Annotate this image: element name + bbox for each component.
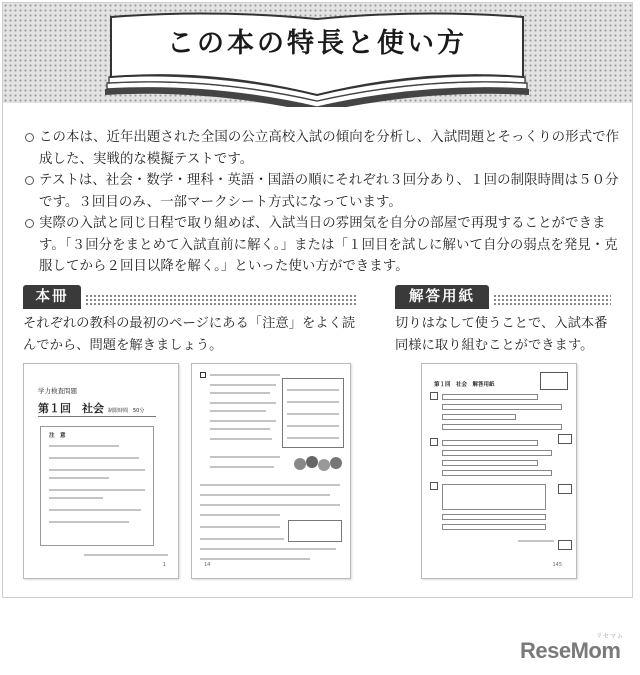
- text-line: [210, 420, 276, 422]
- text-line: [210, 466, 274, 468]
- text-line: [210, 428, 270, 430]
- answer-row: [442, 424, 562, 430]
- honsatsu-label: 本冊: [23, 285, 81, 309]
- text-line: [200, 514, 280, 516]
- answer-row: [442, 404, 562, 410]
- intro-list: [25, 127, 621, 278]
- text-line: [200, 526, 280, 528]
- kaito-description: 切りはなして使うことで、入試本番同様に取り組むことができます。: [395, 316, 608, 353]
- table-figure: [282, 378, 344, 448]
- kaito-label: 解答用紙: [395, 285, 489, 309]
- dotted-rule: [85, 294, 357, 307]
- text-line: [210, 374, 280, 376]
- text-line: [200, 494, 330, 496]
- text-line: [200, 558, 310, 560]
- book-page-2-thumbnail: [191, 363, 351, 579]
- answer-row: [442, 460, 538, 466]
- page-header: 学力検査問題: [38, 387, 77, 395]
- page-number: 1: [162, 562, 166, 568]
- text-line: [49, 497, 103, 499]
- answer-row: [442, 514, 546, 520]
- answer-row: [442, 524, 546, 530]
- answer-row: [442, 440, 538, 446]
- page-title: この本の特長と使い方: [167, 28, 467, 59]
- question-number-box: [430, 438, 438, 446]
- illustration: [292, 452, 344, 476]
- page-number: 145: [552, 562, 562, 568]
- text-line: [200, 504, 340, 506]
- rule: [38, 416, 156, 417]
- intro-item: 実際の入試と同じ日程で取り組めば、入試当日の雰囲気を自分の部屋で再現することができます。「３回分をまとめて入試直前に解く。」または「１回目を試しに解いて自分の弱点を発見・克服してから２回目以降を解く。」といった使い方ができます。: [25, 213, 621, 278]
- score-box: [558, 484, 572, 494]
- dotted-rule: [493, 294, 611, 307]
- text-line: [49, 509, 141, 511]
- answer-row: [442, 470, 552, 476]
- notes-label: 注 意: [49, 433, 66, 439]
- notes-box: [40, 426, 154, 546]
- text-line: [210, 384, 276, 386]
- text-line: [210, 402, 276, 404]
- circle-bullet-icon: [25, 219, 34, 228]
- answer-sheet-title: 第１回 社会 解答用紙: [434, 382, 495, 388]
- question-number-box: [430, 482, 438, 490]
- text-line: [200, 538, 284, 540]
- score-box: [540, 372, 568, 390]
- page-number: 14: [204, 562, 211, 568]
- honsatsu-heading: [23, 285, 357, 309]
- text-line: [49, 469, 145, 471]
- table-figure: [288, 520, 342, 542]
- honsatsu-description: それぞれの教科の最初のページにある「注意」をよく読んでから、問題を解きましょう。: [23, 316, 356, 353]
- text-line: [49, 445, 119, 447]
- circle-bullet-icon: [25, 176, 34, 185]
- text-line: [84, 554, 168, 556]
- page-subject-title: 第１回 社会 制限時間 50分: [38, 402, 145, 415]
- text-line: [49, 521, 129, 523]
- text-line: [210, 392, 270, 394]
- answer-sheet-thumbnail: [421, 363, 577, 579]
- text-line: [49, 457, 139, 459]
- resemom-logo: リセマム ReseMom: [520, 633, 624, 663]
- score-box: [558, 434, 572, 444]
- book-page-1-thumbnail: [23, 363, 179, 579]
- score-box: [558, 540, 572, 550]
- text-line: [210, 410, 266, 412]
- question-number-box: [430, 392, 438, 400]
- feature-card: [2, 2, 633, 598]
- question-number-box: [200, 372, 206, 378]
- answer-row: [442, 394, 538, 400]
- text-line: [49, 477, 109, 479]
- text-line: [200, 484, 340, 486]
- text-line: [200, 548, 336, 550]
- intro-item: テストは、社会・数学・理科・英語・国語の順にそれぞれ３回分あり、１回の制限時間は５０分です。３回目のみ、一部マークシート方式になっています。: [25, 170, 621, 213]
- text-line: [210, 438, 272, 440]
- circle-bullet-icon: [25, 133, 34, 142]
- text-line: [210, 456, 280, 458]
- text-line: [49, 489, 145, 491]
- kaito-heading: [395, 285, 611, 309]
- answer-row: [442, 450, 552, 456]
- answer-row: [442, 414, 516, 420]
- text-line: [518, 540, 554, 542]
- answer-row: [442, 484, 546, 510]
- intro-item: この本は、近年出題された全国の公立高校入試の傾向を分析し、入試問題とそっくりの形式で作成した、実戦的な模擬テストです。: [25, 127, 621, 170]
